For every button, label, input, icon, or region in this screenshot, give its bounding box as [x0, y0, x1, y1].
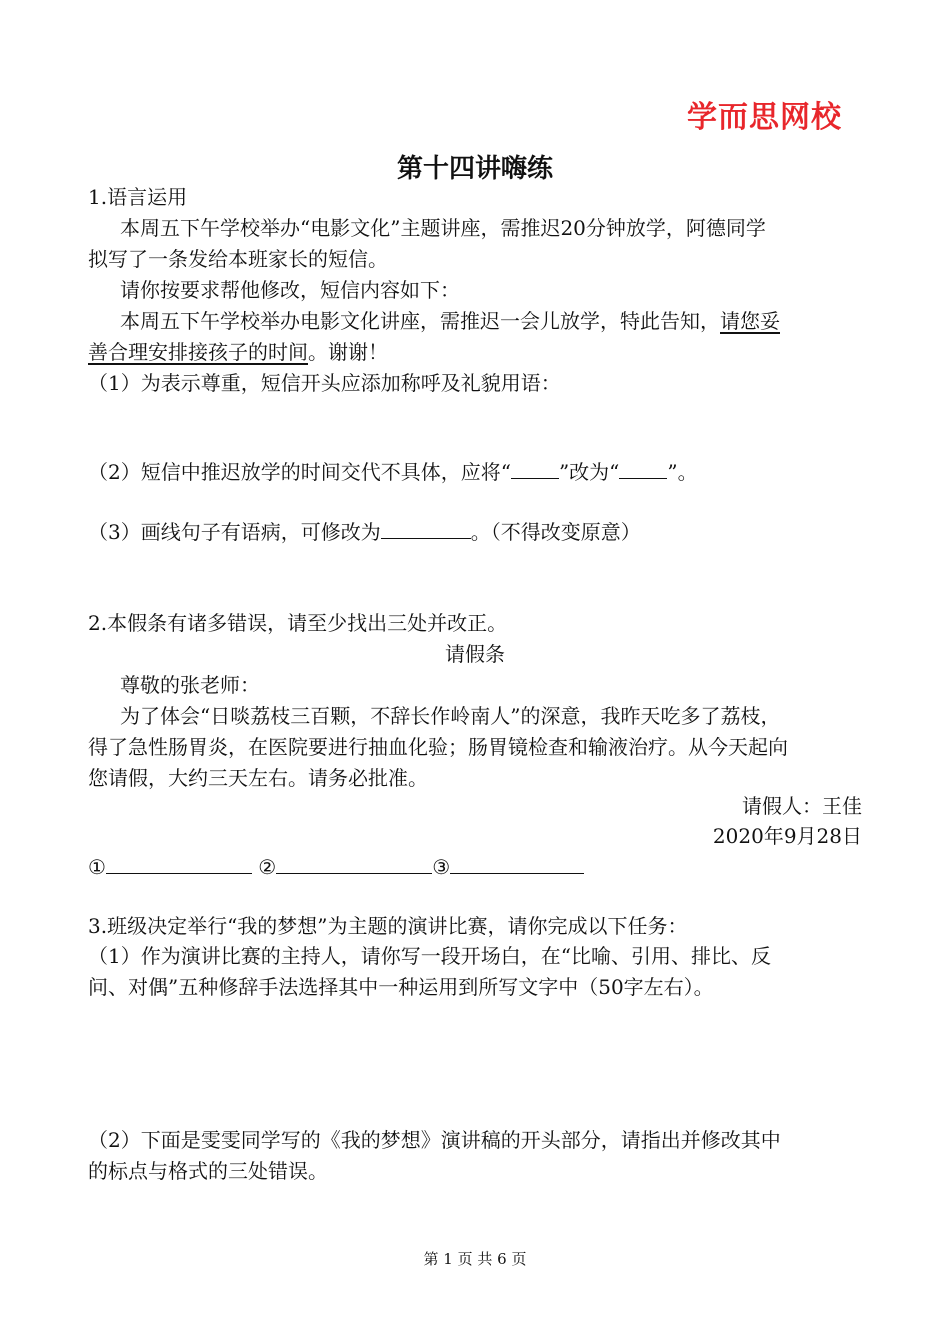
q1-sms-underlined-2: 善合理安排接孩子的时间	[88, 340, 308, 364]
q3-sub-1b: 问、对偶”五种修辞手法选择其中一种运用到所写文字中（50字左右）。	[88, 975, 714, 999]
note-signer: 请假人：王佳	[742, 794, 862, 818]
marker-1: ①	[88, 855, 106, 879]
q1-sub-1: （1）为表示尊重，短信开头应添加称呼及礼貌用语：	[88, 371, 561, 395]
q1-sub-2-a: （2）短信中推迟放学的时间交代不具体，应将“	[88, 460, 511, 484]
note-title: 请假条	[445, 642, 505, 666]
q1-sms-underlined-1: 请您妥	[720, 309, 780, 333]
q3-sub-2b: 的标点与格式的三处错误。	[88, 1159, 328, 1183]
answer-blank-1[interactable]	[511, 458, 559, 479]
answer-blank-6[interactable]	[450, 853, 584, 874]
q3-heading: 3.班级决定举行“我的梦想”为主题的演讲比赛，请你完成以下任务：	[88, 914, 688, 938]
q1-sub-2-c: ”。	[667, 460, 698, 484]
brand-logo: 学而思网校	[687, 100, 842, 135]
q1-sms-line-1	[120, 307, 780, 335]
q1-paragraph-1a: 本周五下午学校举办“电影文化”主题讲座，需推迟20分钟放学，阿德同学	[120, 216, 766, 240]
note-greeting: 尊敬的张老师：	[120, 673, 260, 697]
q1-sub-2	[88, 458, 698, 486]
answer-blank-5[interactable]	[276, 853, 432, 874]
note-body-2: 得了急性肠胃炎，在医院要进行抽血化验；肠胃镜检查和输液治疗。从今天起向	[88, 735, 788, 759]
q2-answer-line	[88, 853, 584, 881]
q1-sms-text: 本周五下午学校举办电影文化讲座，需推迟一会儿放学，特此告知，	[120, 309, 720, 333]
q1-heading: 1.语言运用	[88, 185, 188, 209]
marker-2: ②	[258, 855, 277, 879]
q1-sms-end: 。谢谢！	[308, 340, 388, 364]
q1-paragraph-2: 请你按要求帮他修改，短信内容如下：	[120, 278, 460, 302]
q1-sub-3-b: 。（不得改变原意）	[470, 520, 641, 544]
q1-sub-2-b: ”改为“	[558, 460, 620, 484]
q3-sub-2a: （2）下面是雯雯同学写的《我的梦想》演讲稿的开头部分，请指出并修改其中	[88, 1128, 781, 1152]
marker-3: ③	[432, 855, 451, 879]
q3-sub-1a: （1）作为演讲比赛的主持人，请你写一段开场白，在“比喻、引用、排比、反	[88, 944, 771, 968]
q1-sub-3	[88, 518, 641, 546]
page-footer: 第 1 页 共 6 页	[423, 1250, 527, 1268]
q1-sms-line-2	[88, 338, 388, 366]
note-date: 2020年9月28日	[712, 824, 862, 848]
answer-blank-3[interactable]	[381, 518, 471, 539]
note-body-3: 您请假，大约三天左右。请务必批准。	[88, 766, 428, 790]
q2-heading: 2.本假条有诸多错误，请至少找出三处并改正。	[88, 611, 508, 635]
answer-blank-4[interactable]	[106, 853, 252, 874]
answer-blank-2[interactable]	[619, 458, 667, 479]
page-title: 第十四讲嗨练	[396, 154, 553, 184]
q1-sub-3-a: （3）画线句子有语病，可修改为	[88, 520, 381, 544]
q1-paragraph-1b: 拟写了一条发给本班家长的短信。	[88, 247, 388, 271]
note-body-1: 为了体会“日啖荔枝三百颗，不辞长作岭南人”的深意，我昨天吃多了荔枝，	[120, 704, 781, 728]
